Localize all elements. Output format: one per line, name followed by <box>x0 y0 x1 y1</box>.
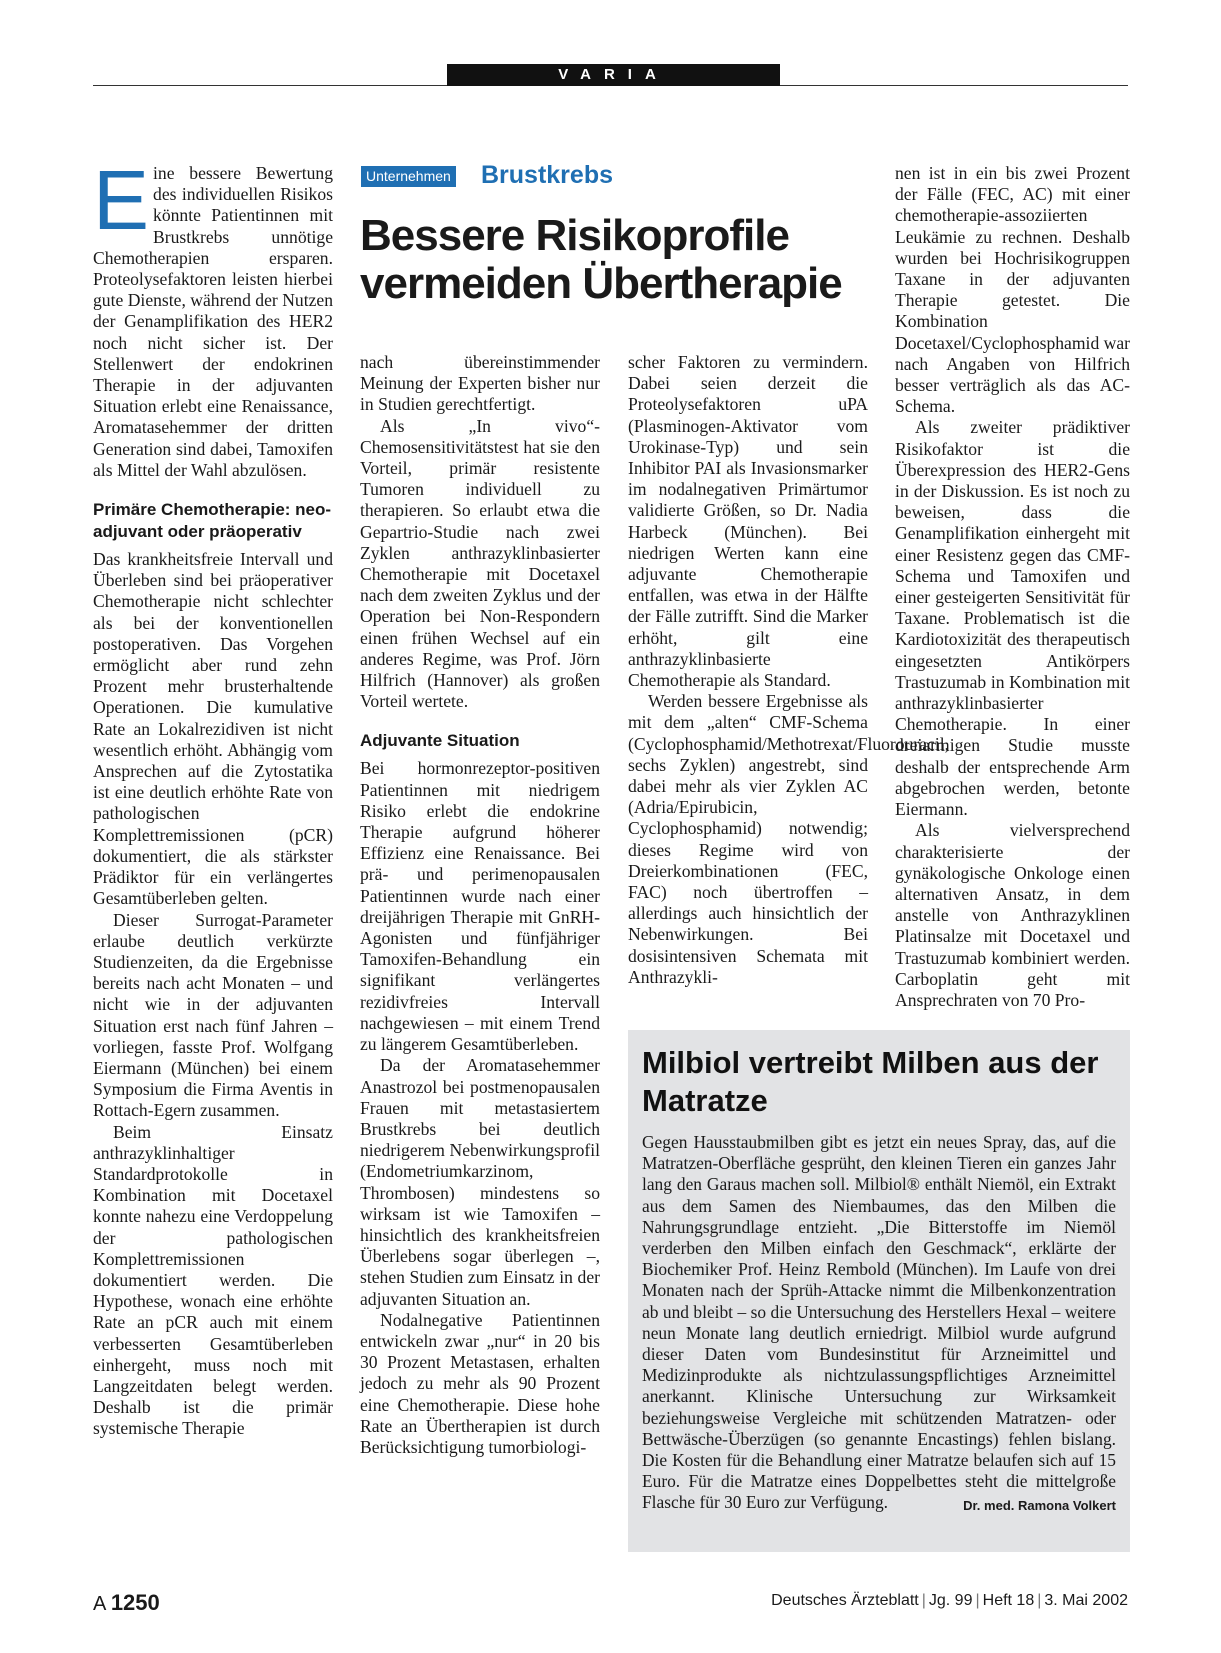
section-label: VARIA <box>447 64 780 86</box>
body-paragraph: Als zweiter prädiktiver Risikofaktor ist die Überexpression des HER2-Gens in der Diskussion. Es ist noch zu beweisen, dass die Genamplifikation einhergeht mit einer Resistenz gegen das CMF-Schema und Tamoxifen und einer gesteigerten Sensitivität für Taxane. Problematisch ist die Kardiotoxizität des therapeutisch eingesetzten Antikörpers Trastuzumab in Kombination mit anthrazyklinbasierter Chemotherapie. In einer dreiarmigen Studie musste deshalb der entsprechende Arm abgebrochen werden, betonte Eiermann. <box>895 417 1130 820</box>
body-paragraph: nen ist in ein bis zwei Prozent der Fälle (FEC, AC) mit einer chemotherapie-assoziierten Leukämie zu rechnen. Deshalb wurden bei Hochrisikogruppen Taxane in der adjuvanten Therapie getestet. Die Kombination Docetaxel/Cyclophosphamid war nach Angaben von Hilfrich besser verträglich als das AC-Schema. <box>895 163 1131 417</box>
body-paragraph: Da der Aromatasehemmer Anastrozol bei postmenopausalen Frauen mit metastasiertem Brustkrebs bei deutlich niedrigerem Nebenwirkungsprofil (Endometriumkarzinom, Thrombosen) mindestens so wirksam ist wie Tamoxifen – hinsichtlich des krankheitsfreien Überlebens sogar überlegen –, stehen Studien zum Einsatz in der adjuvanten Situation an. <box>360 1055 600 1309</box>
body-paragraph: Als „In vivo“-Chemosensitivitätstest hat sie den Vorteil, primär resistente Tumoren individuell zu therapieren. So erlaubt etwa die Gepartrio-Studie nach zwei Zyklen anthrazyklinbasierter Chemotherapie mit Docetaxel nach dem zweiten Zyklus und der Operation bei Non-Respondern einen frühen Wechsel auf ein anderes Regime, was Prof. Jörn Hilfrich (Hannover) als großen Vorteil wertete. <box>360 415 600 712</box>
body-paragraph: nach übereinstimmender Meinung der Experten bisher nur in Studien gerechtfertigt. <box>360 352 600 415</box>
column-1 <box>93 153 333 1440</box>
body-paragraph: scher Faktoren zu vermindern. Dabei seien derzeit die Proteolysefaktoren uPA (Plasminogen-Aktivator vom Urokinase-Typ) und sein Inhibitor PAI als Invasionsmarker im nodalnegativen Primärtumor validierte Größen, so Dr. Nadia Harbeck (München). Bei niedrigen Werten kann eine adjuvante Chemotherapie entfallen, was etwa in der Hälfte der Fälle zutrifft. Sind die Marker erhöht, gilt eine anthrazyklinbasierte Chemotherapie als Standard. <box>628 352 868 691</box>
column-3 <box>628 352 950 988</box>
body-paragraph: Nodalnegative Patientinnen entwickeln zwar „nur“ in 20 bis 30 Prozent Metastasen, erhalten jedoch zu mehr als 90 Prozent eine Chemotherapie. Diese hohe Rate an Übertherapien ist durch Berücksichtigung tumorbiologi- <box>360 1309 600 1457</box>
drop-cap: E <box>93 153 150 247</box>
body-paragraph: Beim Einsatz anthrazyklinhaltiger Standardprotokolle in Kombination mit Docetaxel konnte nahezu eine Verdoppelung der pathologischen Komplettremissionen dokumentiert werden. Die Hypothese, wonach eine erhöhte Rate an pCR auch mit einem verbesserten Gesamtüberleben einhergeht, muss noch mit Langzeitdaten belegt werden. Deshalb ist die primär systemische Therapie <box>93 1121 333 1439</box>
article-headline: Bessere Risikoprofile vermeiden Übertherapie <box>360 211 842 308</box>
sidebar-box <box>628 1030 1130 1552</box>
subheading-primary-chemo: Primäre Chemotherapie: neo-adjuvant oder präoperativ <box>93 500 332 542</box>
body-paragraph: Als vielversprechend charakterisierte der gynäkologische Onkologe einen alternativen Ansatz, in dem anstelle von Anthrazyklinen Platinsalze mit Docetaxel und Trastuzumab kombiniert werden. Carboplatin geht mit Ansprechraten von 70 Pro- <box>895 820 1130 1010</box>
body-paragraph: Werden bessere Ergebnisse als mit dem „alten“ CMF-Schema (Cyclophosphamid/Methotrexat/Fluorouracil, sechs Zyklen) angestrebt, sind dabei mehr als vier Zyklen AC (Adria/Epirubicin, Cyclophosphamid) notwendig; dieses Regime wird von Dreierkombinationen (FEC, FAC) noch übertroffen – allerdings auch hinsichtlich der Nebenwirkungen. Bei dosisintensiven Schemata mit Anthrazykli- <box>628 691 950 987</box>
column-2 <box>360 352 600 1458</box>
page-number: A 1250 <box>93 1590 160 1615</box>
journal-info: Deutsches Ärzteblatt | Jg. 99 | Heft 18 | 3. Mai 2002 <box>771 1592 1128 1609</box>
sidebar-title: Milbiol vertreibt Milben aus der Matratze <box>642 1045 1099 1118</box>
subheading-adjuvant: Adjuvante Situation <box>360 731 520 751</box>
sidebar-body: Gegen Hausstaubmilben gibt es jetzt ein neues Spray, das, auf die Matratzen-Oberfläche gesprüht, den kleinen Tieren ein ganzes Jahr lang den Garaus machen soll. Milbiol® enthält Niemöl, ein Extrakt aus dem Samen des Niembaumes, das den Milben die Nahrungsgrundlage entzieht. „Die Bitterstoffe im Niemöl verderben den Milben einfach den Geschmack“, erklärte der Biochemiker Prof. Heinz Rembold (München). Im Laufe von drei Monaten nach der Sprüh-Attacke nimmt die Milbenkonzentration ab und bleibt – so die Untersuchung des Herstellers Hexal – weitere neun Monate lang deutlich erniedrigt. Milbiol wurde aufgrund dieser Daten vom Bundesinstitut für Arzneimittel und Medizinprodukte als nichtzulassungspflichtiges Arzneimittel anerkannt. Klinische Untersuchung zur Wirksamkeit beziehungsweise Vergleiche mit schützenden Matratzen- oder Bettwäsche-Überzügen (so genannte Encastings) fehlen bislang. Die Kosten für die Behandlung einer Matratze belaufen sich auf 15 Euro. Für die Matratze eines Doppelbettes steht die mittelgroße Flasche für 30 Euro zur Verfügung. Dr. med. Ramona Volkert <box>642 1132 1116 1517</box>
sidebar-author: Dr. med. Ramona Volkert <box>963 1498 1116 1514</box>
body-paragraph: Dieser Surrogat-Parameter erlaube deutlich verkürzte Studienzeiten, da die Ergebnisse bereits nach acht Monaten – und nicht wie in der adjuvanten Situation erst nach fünf Jahren – vorliegen, fasste Prof. Wolfgang Eiermann (München) bei einem Symposium die Firma Aventis in Rottach-Egern zusammen. <box>93 909 333 1121</box>
category-tag: Unternehmen <box>361 166 456 187</box>
column-4 <box>895 163 1130 1011</box>
body-paragraph: Bei hormonrezeptor-positiven Patientinnen mit niedrigem Risiko erlebt die endokrine Therapie aufgrund höherer Effizienz eine Renaissance. Bei prä- und perimenopausalen Patientinnen wurde nach einer dreijährigen Therapie mit GnRH-Agonisten und fünfjähriger Tamoxifen-Behandlung ein signifikant verlängertes rezidivfreies Intervall nachgewiesen – mit einem Trend zu längerem Gesamtüberleben. <box>360 758 600 1055</box>
article-kicker: Brustkrebs <box>481 161 613 189</box>
body-paragraph: Das krankheitsfreie Intervall und Überleben sind bei präoperativer Chemotherapie nicht schlechter als bei der konventionellen postoperativen. Das Vorgehen ermöglicht aber rund zehn Prozent mehr brusterhaltende Operationen. Die kumulative Rate an Lokalrezidiven ist nicht wesentlich erhöht. Abhängig vom Ansprechen auf die Zytostatika ist eine deutlich erhöhte Rate von pathologischen Komplettremissionen (pCR) dokumentiert, die als stärkster Prädiktor für ein verlängertes Gesamtüberleben gelten. <box>93 549 333 909</box>
intro-paragraph: Eine bessere Bewertung des individuellen Risikos könnte Patientinnen mit Brustkrebs unnötige Chemotherapien ersparen. Proteolysefaktoren leisten hierbei gute Dienste, während der Nutzen der Genamplifikation des HER2 noch nicht sicher ist. Der Stellenwert der endokrinen Therapie in der adjuvanten Situation erlebt eine Renaissance, Aromatasehemmer der dritten Generation sind dabei, Tamoxifen als Mittel der Wahl abzulösen. <box>93 153 333 480</box>
